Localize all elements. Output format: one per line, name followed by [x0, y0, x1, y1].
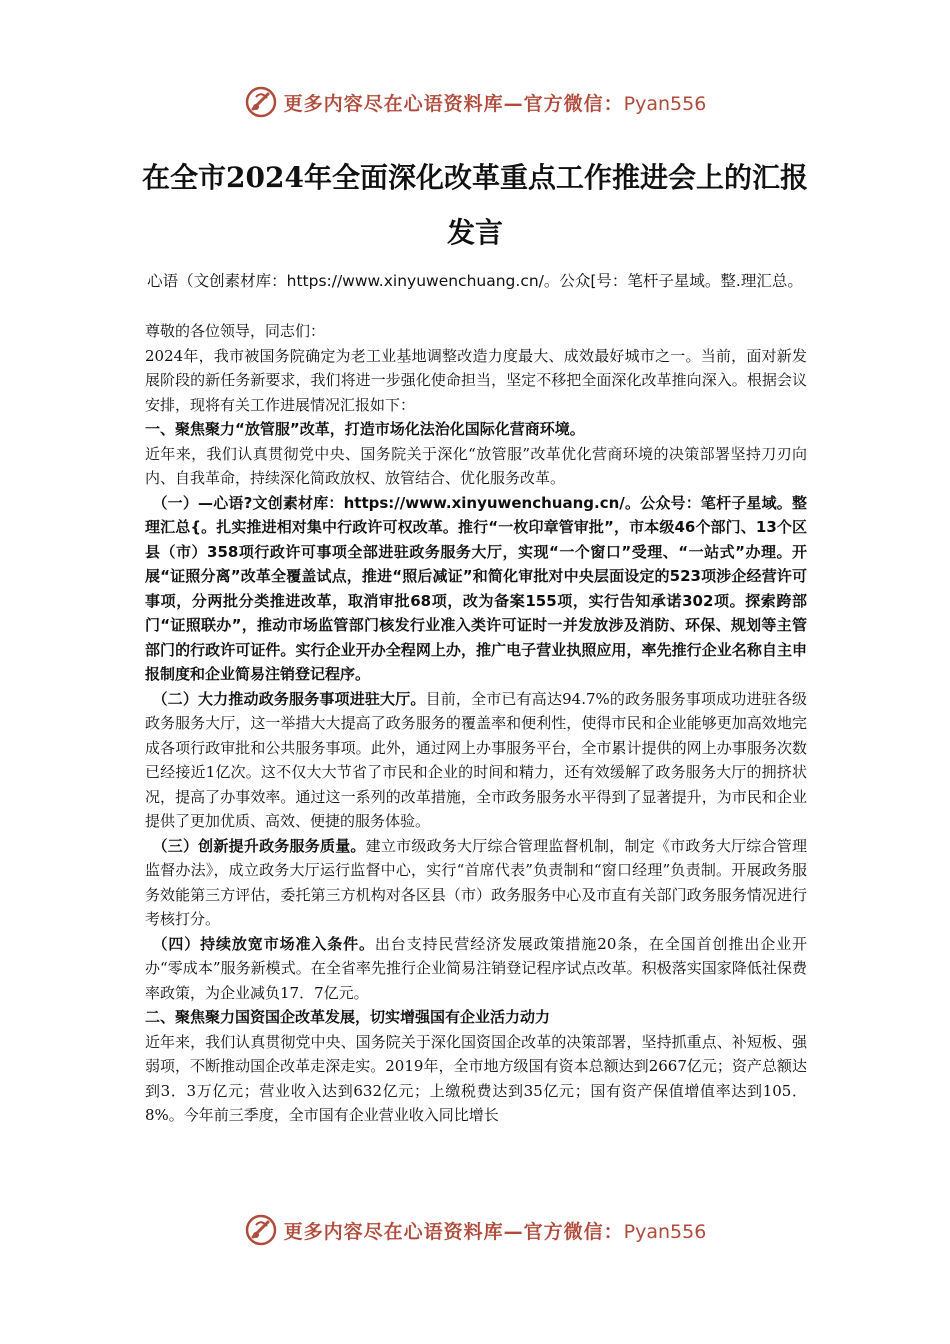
section-1-item-2-body: 目前，全市已有高达94.7%的政务服务事项成功进驻各级政务服务大厅，这一举措大大提高了政务服务的覆盖率和便利性，使得市民和企业能够更加高效地完成各项行政审批和公共服务事项。此外，通过网上办事服务平台，全市累计提供的网上办事服务次数已经接近1亿次。这不仅大大节省了市民和企业的时间和精力，还有效缓解了政务服务大厅的拥挤状况，提高了办事效率。通过这一系列的改革措施，全市政务服务水平得到了显著提升，为市民和企业提供了更加优质、高效、便捷的服务体验。 — [145, 689, 807, 830]
banner-text: 更多内容尽在心语资料库—官方微信：Pyan556 — [283, 92, 707, 115]
section-1-item-3 — [145, 834, 807, 932]
intro-paragraph: 2024年，我市被国务院确定为老工业基地调整改造力度最大、成效最好城市之一。当前，面对新发展阶段的新任务新要求，我们将进一步强化使命担当，坚定不移把全面深化改革推向深入。根据会议安排，现将有关工作进展情况汇报如下： — [145, 346, 807, 414]
section-1-item-3-heading: （三）创新提升政务服务质量。 — [152, 836, 366, 855]
section-1-item-4-heading: （四）持续放宽市场准入条件。 — [152, 934, 375, 953]
banner-text: 更多内容尽在心语资料库—官方微信：Pyan556 — [283, 1220, 707, 1243]
section-1-item-4 — [145, 932, 807, 1006]
document-title: 在全市2024年全面深化改革重点工作推进会上的汇报发言 — [142, 161, 808, 249]
section-1-intro: 近年来，我们认真贯彻党中央、国务院关于深化“放管服”改革优化营商环境的决策部署坚持刀刃向内、自我革命，持续深化简政放权、放管结合、优化服务改革。 — [145, 444, 807, 487]
section-1-item-3-body: 建立市级政务大厅综合管理监督机制，制定《市政务大厅综合管理监督办法》，成立政务大厅运行监督中心，实行“首席代表”负责制和“窗口经理”负责制。开展政务服务效能第三方评估，委托第三方机构对各区县（市）政务服务中心及市直有关部门政务服务情况进行考核打分。 — [145, 836, 807, 928]
document-body — [145, 319, 807, 1128]
section-2-heading: 二、聚焦聚力国资国企改革发展，切实增强国有企业活力动力 — [145, 1008, 551, 1026]
xinyu-logo-icon — [244, 1213, 278, 1247]
section-1-item-4-body: 出台支持民营经济发展政策措施20条，在全国首创推出企业开办“零成本”服务新模式。在全省率先推行企业简易注销登记程序试点改革。积极落实国家降低社保费率政策，为企业减负17．7亿元。 — [145, 934, 807, 1002]
header-banner — [0, 82, 950, 122]
source-line: 心语（文创素材库：https://www.xinyuwenchuang.cn/。公众[号：笔杆子星域。整.理汇总。 — [147, 272, 803, 290]
xinyu-logo-icon — [244, 85, 278, 119]
banner-wechat-id: Pyan556 — [623, 1220, 707, 1243]
banner-wechat-id: Pyan556 — [623, 92, 707, 115]
section-2-paragraph-1: 近年来，我们认真贯彻党中央、国务院关于深化国资国企改革的决策部署，坚持抓重点、补短板、强弱项，不断推动国企改革走深走实。2019年，全市地方级国有资本总额达到2667亿元；资产总额达到3．3万亿元；营业收入达到632亿元；上缴税费达到35亿元；国有资产保值增值率达到105．8%。今年前三季度，全市国有企业营业收入同比增长 — [145, 1032, 807, 1124]
section-1-item-2-heading: （二）大力推动政务服务事项进驻大厅。 — [152, 689, 426, 708]
salutation: 尊敬的各位领导，同志们： — [145, 322, 326, 340]
section-1-heading: 一、聚焦聚力“放管服”改革，打造市场化法治化国际化营商环境。 — [145, 420, 585, 438]
section-1-item-2 — [145, 687, 807, 834]
footer-banner — [0, 1210, 950, 1250]
section-1-item-1: （一）—心语?文创素材库：https://www.xinyuwenchuang.cn/。公众号：笔杆子星域。整理汇总{。扎实推进相对集中行政许可权改革。推行“一枚印章管审批”，市本级46个部门、13个区县（市）358项行政许可事项全部进驻政务服务大厅，实现“一个窗口”受理、“一站式”办理。开展“证照分离”改革全覆盖试点，推进“照后减证”和简化审批对中央层面设定的523项涉企经营许可事项，分两批分类推进改革，取消审批68项，改为备案155项，实行告知承诺302项。探索跨部门“证照联办”，推动市场监管部门核发行业准入类许可证时一并发放涉及消防、环保、规划等主管部门的行政许可证件。实行企业开办全程网上办，推广电子营业执照应用，率先推行企业名称自主申报制度和企业简易注销登记程序。 — [145, 493, 807, 683]
